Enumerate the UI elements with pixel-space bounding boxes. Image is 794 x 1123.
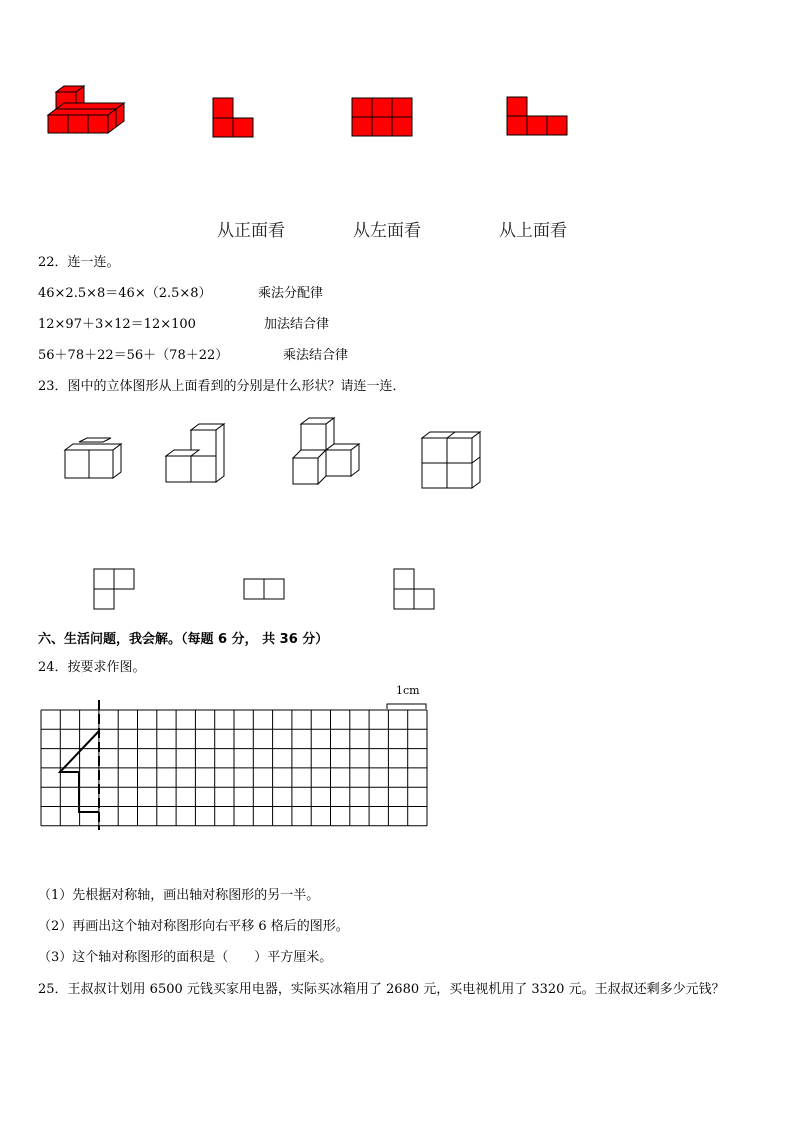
view-label-top: 从上面看 [499,221,567,241]
q22-expr-2: 12×97＋3×12＝12×100 [38,317,196,332]
q22-law-1: 乘法分配律 [258,286,324,301]
red-cube-solid [40,80,130,150]
scale-label: 1cm [396,684,420,697]
solid-figure-2 [163,422,233,484]
solid-figure-1 [62,434,132,484]
section-6-heading: 六、生活问题，我会解。（每题 6 分， 共 36 分） [38,632,329,647]
top-view-option-2 [243,578,287,600]
left-view-shape [351,97,415,139]
q24-title: 24．按要求作图。 [38,660,146,675]
solid-figure-3 [290,416,370,488]
q23-title: 23．图中的立体图形从上面看到的分别是什么形状？请连一连． [38,379,406,394]
top-view-option-1 [93,568,137,610]
q24-item-1: （1）先根据对称轴，画出轴对称图形的另一半。 [38,888,320,903]
q24-item-2: （2）再画出这个轴对称图形向右平移 6 格后的图形。 [38,919,349,934]
front-view-shape [212,97,256,139]
view-label-left: 从左面看 [353,221,421,241]
top-view-shape [506,96,570,138]
top-view-option-3 [393,568,437,610]
q22-law-3: 乘法结合律 [283,348,349,363]
grid-drawing-area[interactable] [40,700,432,830]
q22-title: 22．连一连。 [38,255,120,270]
q22-expr-1: 46×2.5×8＝46×（2.5×8） [38,286,212,301]
q22-expr-3: 56＋78＋22＝56＋（78＋22） [38,348,229,363]
q25-title: 25．王叔叔计划用 6500 元钱买家用电器，实际买冰箱用了 2680 元，买电视机用了 3320 元。王叔叔还剩多少元钱？ [38,982,725,997]
scale-bracket [387,704,426,709]
q22-law-2: 加法结合律 [264,317,330,332]
q24-item-3: （3）这个轴对称图形的面积是（ ）平方厘米。 [38,950,333,965]
view-label-front: 从正面看 [217,221,285,241]
solid-figure-4 [418,426,488,492]
